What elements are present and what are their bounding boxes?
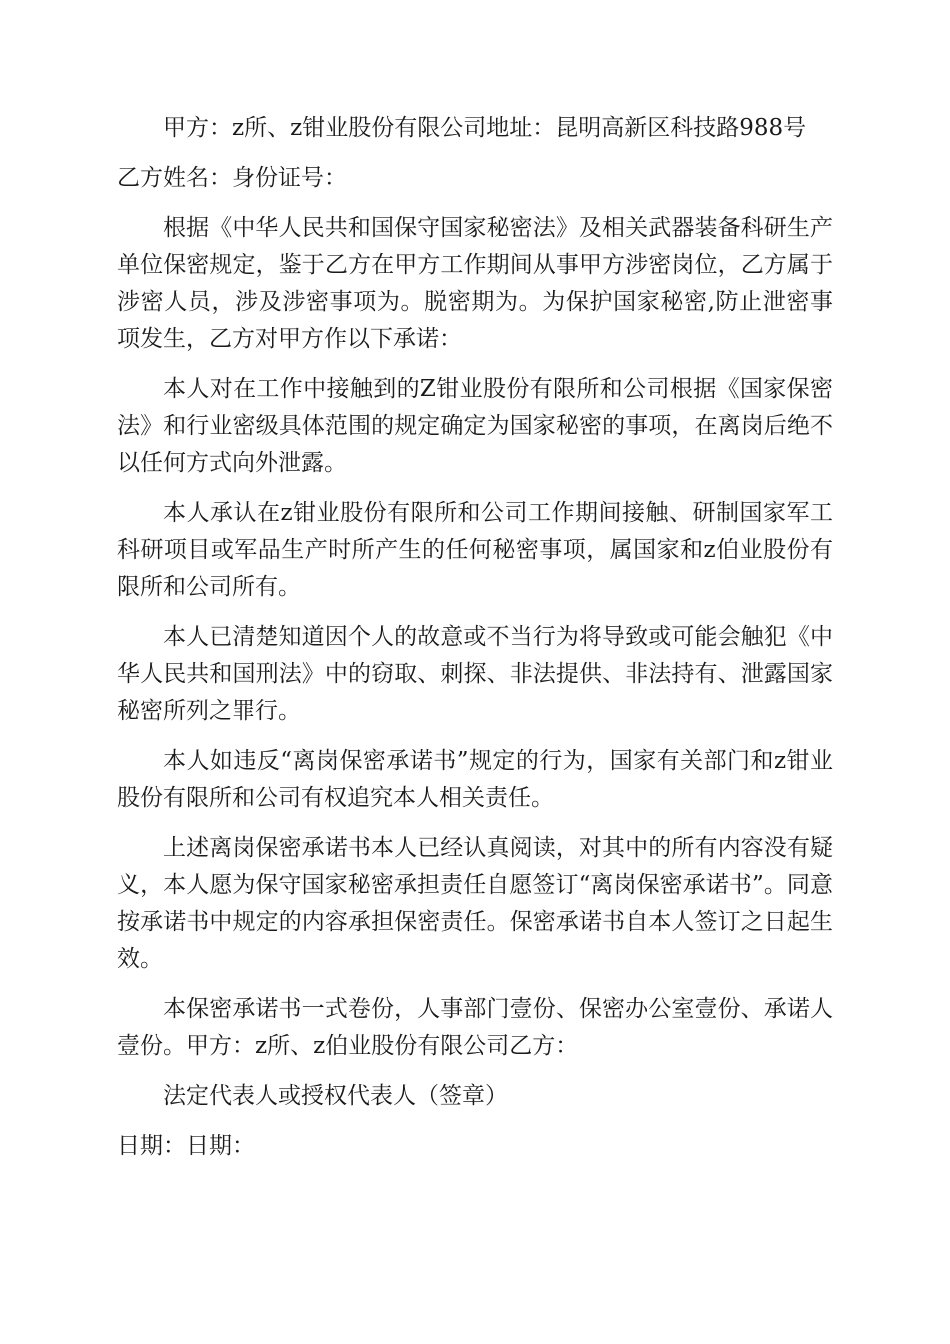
intro-paragraph: 根据《中华人民共和国保守国家秘密法》及相关武器装备科研生产单位保密规定，鉴于乙方在甲方工作期间从事甲方涉密岗位，乙方属于涉密人员，涉及涉密事项为。脱密期为。为保护国家秘密,防止泄密事项发生，乙方对甲方作以下承诺： [117,215,833,352]
signature-paragraph: 法定代表人或授权代表人（签章） [163,1083,508,1109]
party-b-info-paragraph: 乙方姓名：身份证号： [117,165,347,191]
clause-3-paragraph: 本人已清楚知道因个人的故意或不当行为将导致或可能会触犯《中华人民共和国刑法》中的窃取、刺探、非法提供、非法持有、泄露国家秘密所列之罪行。 [117,624,833,724]
clause-2-paragraph: 本人承认在z钳业股份有限所和公司工作期间接触、研制国家军工科研项目或军品生产时所产生的任何秘密事项，属国家和z伯业股份有限所和公司所有。 [117,500,833,600]
clause-5-paragraph: 上述离岗保密承诺书本人已经认真阅读，对其中的所有内容没有疑义，本人愿为保守国家秘密承担责任自愿签订“离岗保密承诺书”。同意按承诺书中规定的内容承担保密责任。保密承诺书自本人签订之日起生效。 [117,835,833,972]
party-a-address-paragraph: 甲方：z所、z钳业股份有限公司地址：昆明高新区科技路988号 [163,115,807,141]
copies-paragraph: 本保密承诺书一式卷份，人事部门壹份、保密办公室壹份、承诺人壹份。甲方：z所、z伯业股份有限公司乙方： [117,996,833,1059]
clause-1-paragraph: 本人对在工作中接触到的Z钳业股份有限所和公司根据《国家保密法》和行业密级具体范围的规定确定为国家秘密的事项，在离岗后绝不以任何方式向外泄露。 [117,376,833,476]
dates-paragraph: 日期：日期： [117,1133,255,1159]
clause-4-paragraph: 本人如违反“离岗保密承诺书”规定的行为，国家有关部门和z钳业股份有限所和公司有权追究本人相关责任。 [117,748,833,811]
document-body [117,110,833,1178]
